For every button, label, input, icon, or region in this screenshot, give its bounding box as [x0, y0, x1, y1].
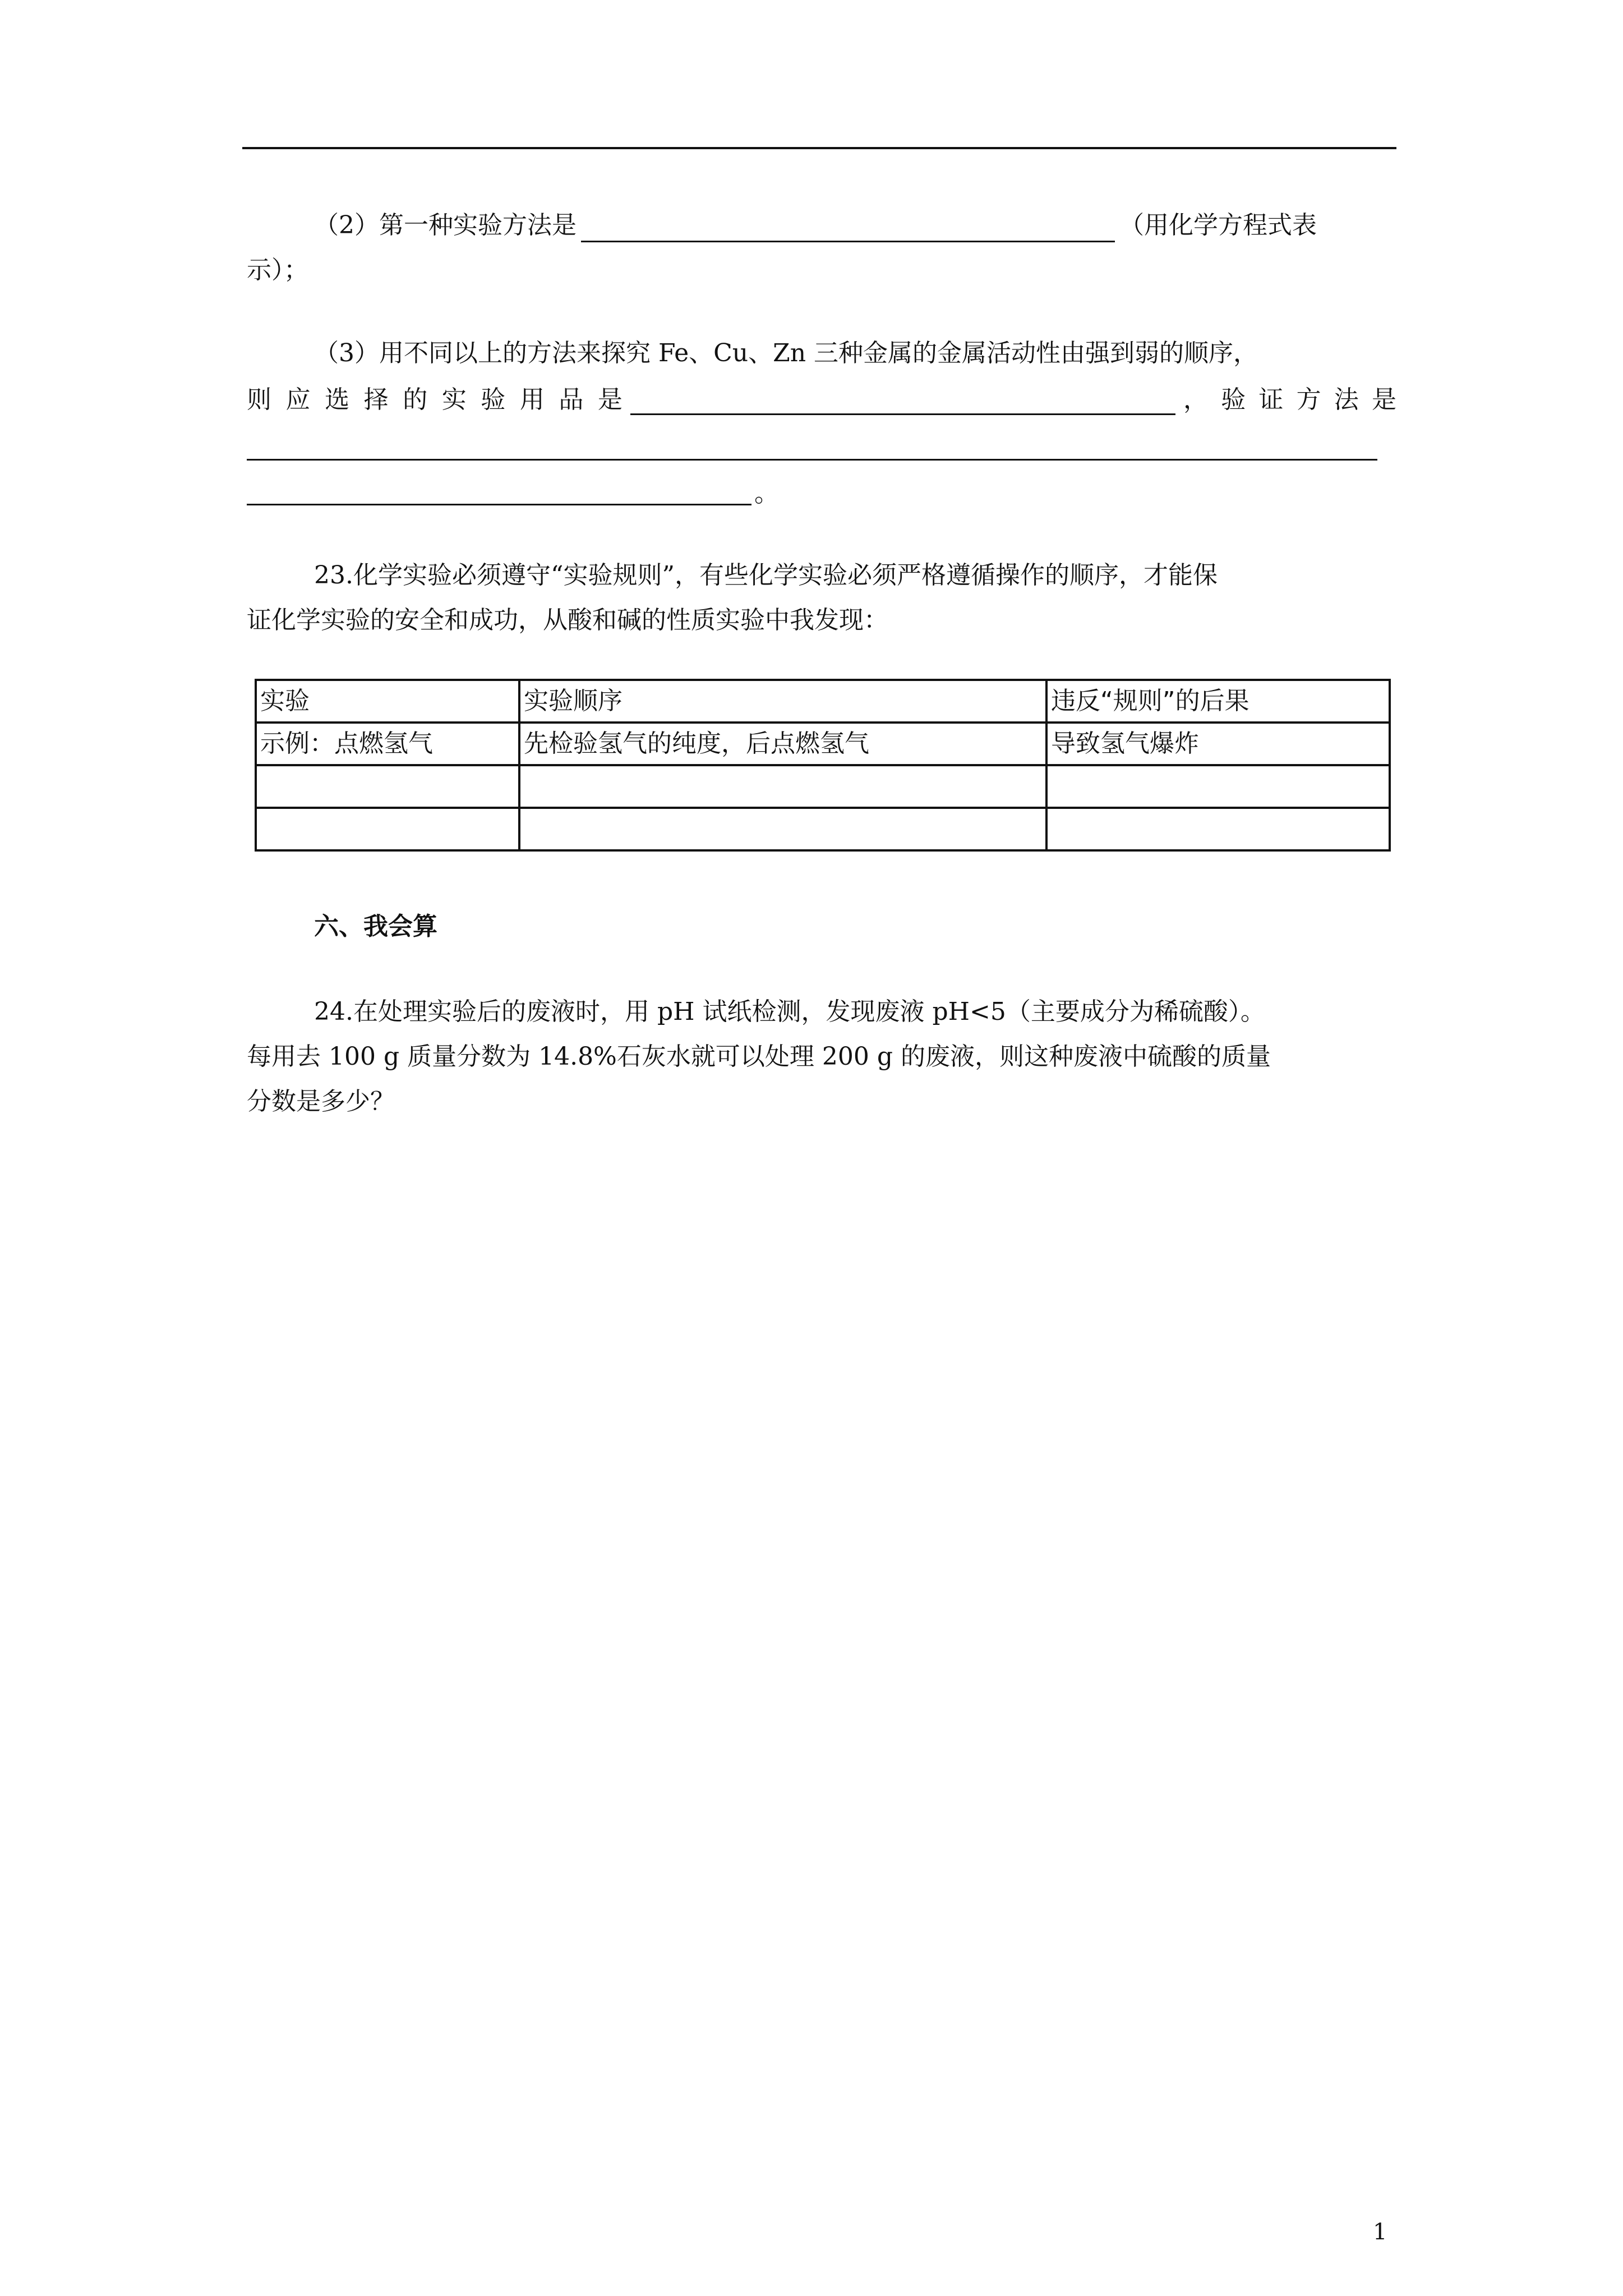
- table-header-cell: 实验顺序: [519, 680, 1046, 723]
- table-cell-answer[interactable]: [519, 765, 1046, 808]
- char: 选: [325, 385, 350, 414]
- char: 应: [285, 385, 311, 414]
- table-header-cell: 违反“规则”的后果: [1046, 680, 1390, 723]
- char: 验: [481, 385, 506, 414]
- table-cell-answer[interactable]: [1046, 808, 1390, 850]
- section-heading: 六、我会算: [314, 912, 437, 941]
- q22-part2-continuation: 示）；: [247, 256, 308, 284]
- table-cell-answer[interactable]: [256, 765, 519, 808]
- char: 证: [1258, 385, 1284, 414]
- table-header-cell: 实验: [256, 680, 519, 723]
- q23-line2: 证化学实验的安全和成功，从酸和碱的性质实验中我发现：: [247, 606, 888, 634]
- q24-line2: 每用去 100 g 质量分数为 14.8%石灰水就可以处理 200 g 的废液，则这种废液中硫酸的质量: [247, 1042, 1271, 1071]
- table-cell: 示例：点燃氢气: [256, 723, 519, 765]
- q22-part3-suffix-chars: [1183, 379, 1396, 415]
- table-row: [256, 765, 1390, 808]
- rules-table: [255, 679, 1391, 852]
- q24-line3: 分数是多少？: [247, 1087, 395, 1116]
- q23-line1: 23.化学实验必须遵守“实验规则”，有些化学实验必须严格遵循操作的顺序，才能保: [314, 561, 1218, 590]
- page-number: 1: [1373, 2219, 1387, 2245]
- char: 品: [559, 385, 584, 414]
- q24-line1: 24.在处理实验后的废液时，用 pH 试纸检测，发现废液 pH<5（主要成分为稀硫酸）。: [314, 997, 1265, 1026]
- q22-part3-end: 。: [754, 479, 779, 508]
- char: 是: [597, 385, 623, 414]
- header-rule: [242, 147, 1396, 149]
- table-cell: 先检验氢气的纯度，后点燃氢气: [519, 723, 1046, 765]
- q22-method-blank-line1[interactable]: [247, 459, 1377, 461]
- table-cell: 导致氢气爆炸: [1046, 723, 1390, 765]
- char: 的: [403, 385, 428, 414]
- char: 择: [363, 385, 389, 414]
- q22-part3-prefix-chars: [247, 379, 623, 415]
- q22-part2-answer-blank[interactable]: [581, 214, 1115, 242]
- char: 是: [1371, 385, 1396, 414]
- table-header-row: [256, 680, 1390, 723]
- char: 法: [1334, 385, 1359, 414]
- table-row: [256, 723, 1390, 765]
- q22-part3-materials-blank[interactable]: [630, 386, 1175, 415]
- char: ，: [1183, 385, 1208, 414]
- q22-part2-suffix: （用化学方程式表: [1119, 211, 1317, 240]
- char: 验: [1221, 385, 1246, 414]
- q22-part2-line: [314, 209, 1464, 242]
- q22-part3-line1: （3）用不同以上的方法来探究 Fe、Cu、Zn 三种金属的金属活动性由强到弱的顺序，: [314, 339, 1258, 367]
- char: 方: [1296, 385, 1321, 414]
- q22-method-blank-line2[interactable]: [247, 504, 751, 505]
- table-cell-answer[interactable]: [519, 808, 1046, 850]
- char: 则: [247, 385, 271, 414]
- table-row: [256, 808, 1390, 850]
- q22-part2-prefix: （2）第一种实验方法是: [314, 211, 577, 240]
- table-cell-answer[interactable]: [256, 808, 519, 850]
- q22-part3-line2: [247, 381, 1396, 415]
- table-cell-answer[interactable]: [1046, 765, 1390, 808]
- char: 实: [441, 385, 467, 414]
- char: 用: [519, 385, 545, 414]
